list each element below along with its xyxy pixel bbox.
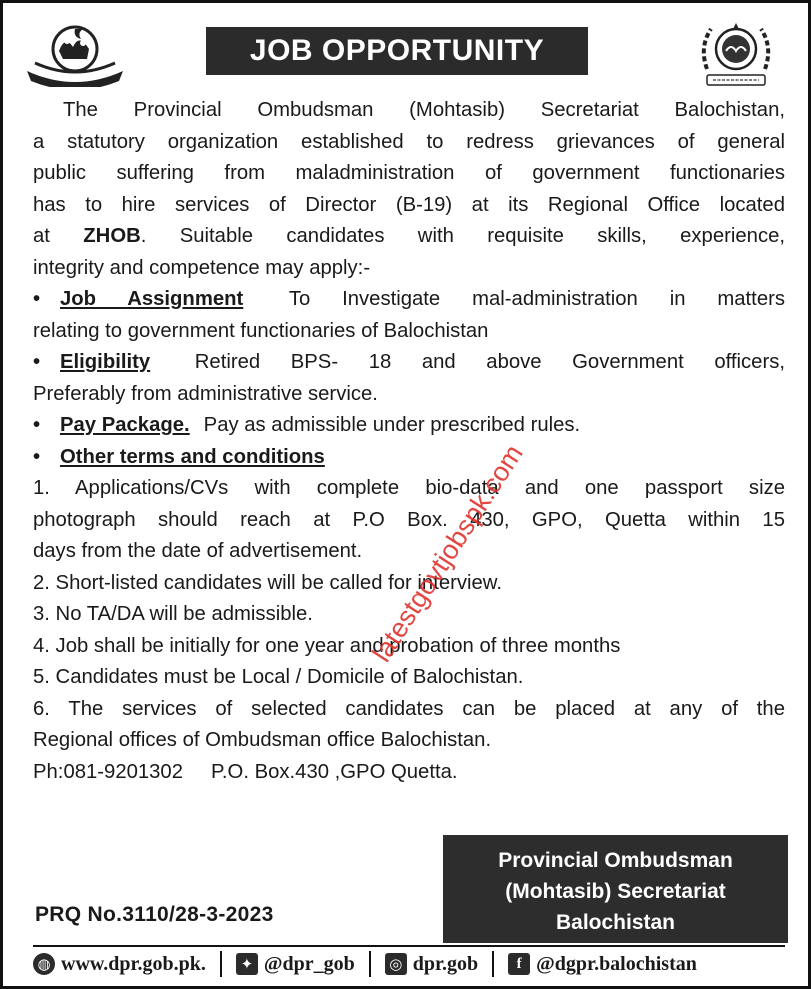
page-title: JOB OPPORTUNITY	[206, 27, 588, 75]
bullet-icon: •	[33, 445, 41, 468]
intro-line: The Provincial Ombudsman (Mohtasib) Secretariat Balochistan,	[63, 99, 785, 121]
footer-social-bar	[33, 945, 785, 981]
term-2: 2. Short-listed candidates will be called for interview.	[33, 571, 502, 594]
eligibility-section	[33, 347, 785, 379]
signature-line: (Mohtasib) Secretariat	[505, 880, 726, 903]
divider	[220, 951, 222, 977]
bullet-icon: •	[33, 351, 41, 373]
term-1-cont: days from the date of advertisement.	[33, 540, 363, 562]
intro-at: at	[33, 225, 50, 247]
footer-website[interactable]	[33, 953, 206, 976]
ombudsman-emblem-logo	[21, 21, 129, 87]
twitter-icon: ✦	[236, 953, 258, 975]
advertisement-body	[33, 95, 785, 788]
bullet-icon: •	[33, 414, 41, 436]
instagram-handle[interactable]: dpr.gob	[412, 952, 479, 975]
divider	[369, 951, 371, 977]
signature-line: Provincial Ombudsman	[498, 849, 733, 872]
phone-number: Ph:081-9201302	[33, 760, 183, 783]
bullet-icon: •	[33, 288, 41, 310]
intro-line: has to hire services of Director (B-19) at its Regional Office located	[33, 193, 785, 216]
watermark: latestgovtjobspk.com	[366, 439, 529, 668]
term-5: 5. Candidates must be Local / Domicile of Balochistan.	[33, 666, 524, 688]
signature-box	[443, 835, 788, 943]
postal-address: P.O. Box.430 ,GPO Quetta.	[211, 760, 458, 783]
job-assignment-text: To Investigate mal-administration in matters	[288, 288, 785, 310]
divider	[492, 951, 494, 977]
term-6: 6. The services of selected candidates can be placed at any of the	[33, 697, 785, 720]
facebook-handle[interactable]: @dgpr.balochistan	[536, 952, 697, 975]
term-1: 1. Applications/CVs with complete bio-data and one passport size	[33, 477, 785, 499]
term-4: 4. Job shall be initially for one year and probation of three months	[33, 634, 621, 657]
facebook-icon: f	[508, 953, 530, 975]
job-assignment-label: Job Assignment	[60, 288, 244, 310]
pay-package-text: Pay as admissible under prescribed rules.	[203, 414, 581, 436]
footer-facebook[interactable]	[508, 953, 697, 976]
contact-line	[33, 757, 785, 789]
website-link[interactable]: www.dpr.gob.pk.	[61, 952, 206, 975]
prq-number: PRQ No.3110/28-3-2023	[35, 903, 274, 926]
term-6-cont: Regional offices of Ombudsman office Balochistan.	[33, 729, 492, 751]
job-assignment-text-cont: relating to government functionaries of Balochistan	[33, 319, 489, 342]
pay-package-section	[33, 410, 785, 442]
other-terms-section	[33, 442, 785, 474]
intro-rest: . Suitable candidates with requisite skills, experience,	[140, 225, 785, 247]
footer-instagram[interactable]	[385, 953, 478, 976]
eligibility-text: Retired BPS- 18 and above Government officers,	[194, 351, 785, 373]
intro-line: a statutory organization established to redress grievances of general	[33, 130, 785, 153]
intro-line: public suffering from maladministration of government functionaries	[33, 162, 785, 184]
instagram-icon: ◎	[385, 953, 407, 975]
footer-twitter[interactable]	[236, 953, 355, 976]
intro-line	[33, 221, 785, 253]
pay-package-label: Pay Package.	[60, 414, 190, 436]
twitter-handle[interactable]: @dpr_gob	[263, 952, 355, 975]
office-location: ZHOB	[83, 225, 141, 247]
signature-line: Balochistan	[555, 911, 676, 934]
term-1-cont: photograph should reach at P.O Box. 430, GPO, Quetta within 15	[33, 508, 785, 531]
job-assignment-section	[33, 284, 785, 316]
eligibility-text-cont: Preferably from administrative service.	[33, 382, 378, 405]
intro-line: integrity and competence may apply:-	[33, 256, 371, 279]
government-seal-logo	[693, 17, 779, 93]
other-terms-label: Other terms and conditions	[60, 445, 325, 468]
term-3: 3. No TA/DA will be admissible.	[33, 603, 313, 625]
eligibility-label: Eligibility	[60, 351, 151, 373]
globe-icon: ◍	[33, 953, 55, 975]
